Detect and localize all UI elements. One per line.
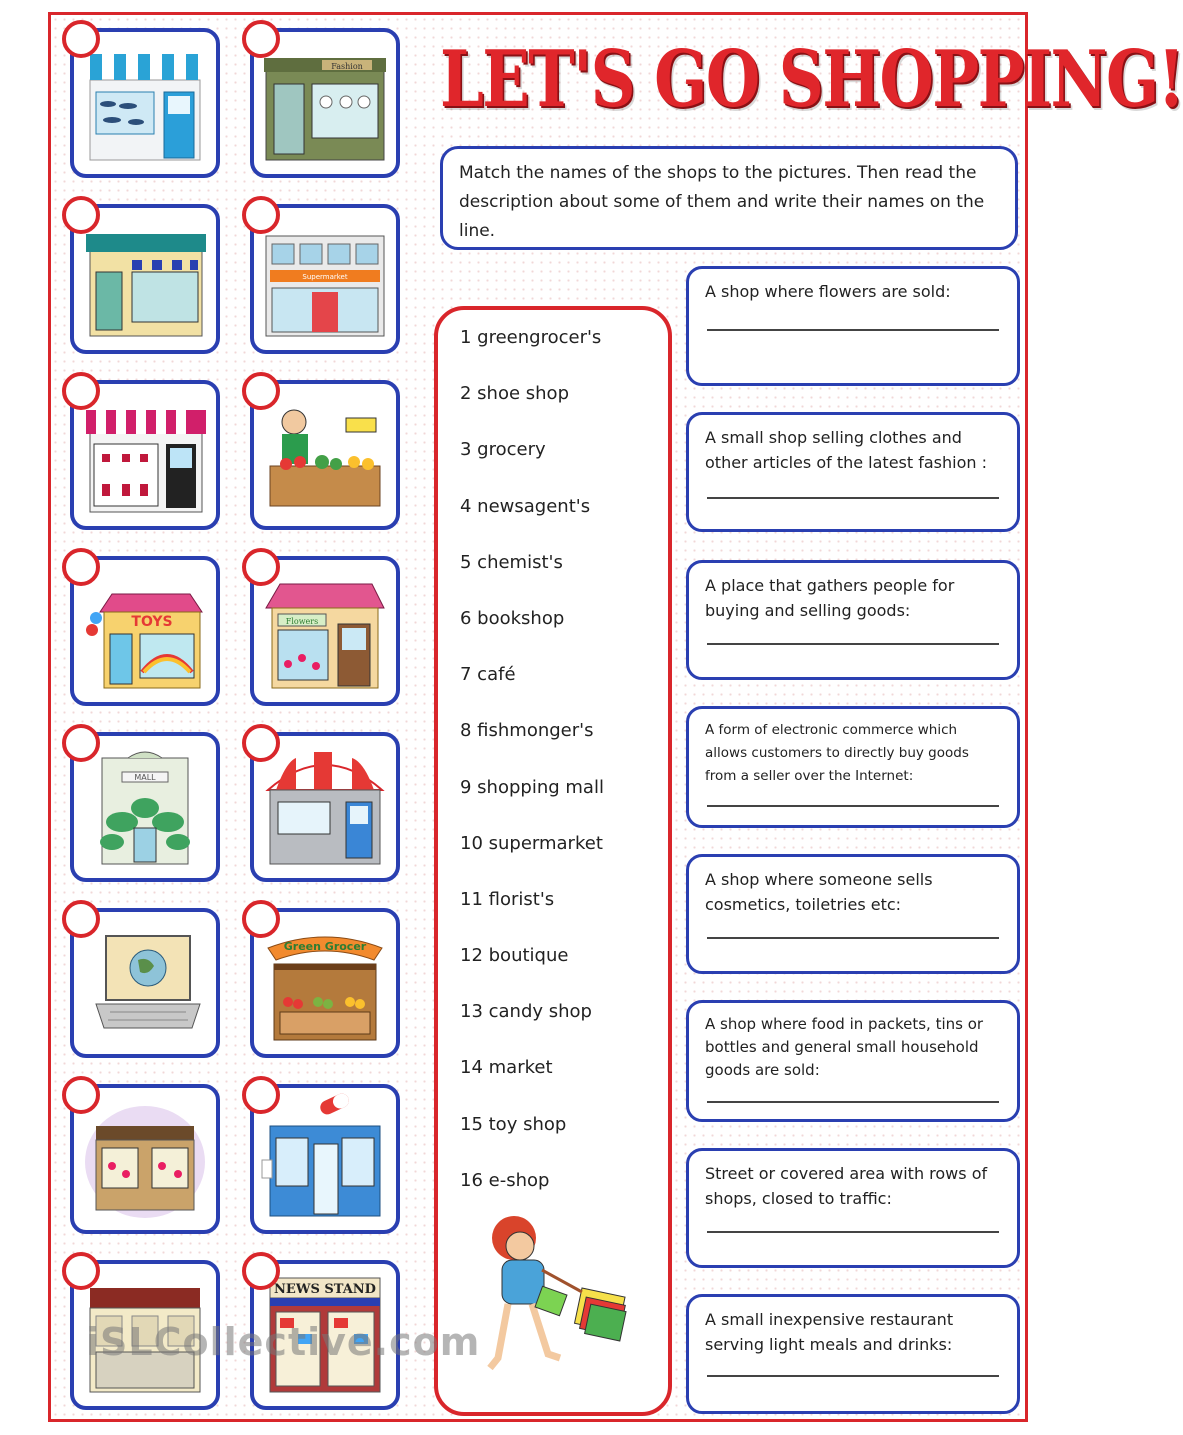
picture-tile-florist [250,556,400,706]
picture-tile-pharmacy [250,1084,400,1234]
shop-front-picture [82,216,208,342]
list-item: 4 newsagent's [460,495,591,517]
answer-line[interactable] [707,1101,999,1103]
answer-circle[interactable] [62,1252,100,1290]
description-box-6 [686,1000,1020,1122]
florist-picture [262,568,388,694]
description-box-4 [686,706,1020,828]
picture-tile-supermarket [250,204,400,354]
shop-sign: Flowers [285,617,319,626]
list-item: 16 e-shop [460,1169,550,1191]
description-box-2 [686,412,1020,532]
picture-tile-greengrocer [250,380,400,530]
answer-circle[interactable] [242,724,280,762]
description-text: A place that gathers people for buying and selling goods: [705,576,955,620]
page-title: LET'S GO SHOPPING! [440,34,1183,125]
laptop-picture [82,920,208,1046]
list-item: 2 shoe shop [460,383,569,405]
market-stall-picture [262,392,388,518]
picture-tile-mall [70,732,220,882]
picture-tile-shop [70,204,220,354]
picture-tile-toy-shop [70,556,220,706]
list-item: 1 greengrocer's [460,327,602,348]
pharmacy-picture [262,1096,388,1222]
answer-circle[interactable] [62,196,100,234]
answer-circle[interactable] [62,900,100,938]
list-item: 13 candy shop [460,1001,592,1023]
description-text: A shop where flowers are sold: [705,282,951,301]
picture-tile-green-grocer [250,908,400,1058]
answer-line[interactable] [707,1231,999,1233]
list-item: 8 fishmonger's [460,720,594,742]
picture-tile-candy-shop [70,1084,220,1234]
description-box-8 [686,1294,1020,1414]
list-item: 12 boutique [460,945,569,967]
description-text: A shop where someone sells cosmetics, toiletries etc: [705,870,933,914]
answer-line[interactable] [707,805,999,807]
list-item: 6 bookshop [460,607,565,629]
list-item: 5 chemist's [460,551,563,573]
shop-sign: Fashion [331,62,363,71]
answer-line[interactable] [707,329,999,331]
answer-circle[interactable] [242,900,280,938]
answer-line[interactable] [707,1375,999,1377]
picture-tile-shoe-shop [70,380,220,530]
description-text: Street or covered area with rows of shops, closed to traffic: [705,1164,988,1208]
green-grocer-picture [262,920,388,1046]
answer-circle[interactable] [62,372,100,410]
description-text: A form of electronic commerce which allows customers to directly buy goods from a seller over the Internet: [705,722,969,784]
answer-circle[interactable] [242,1252,280,1290]
shop-sign: Supermarket [302,273,348,281]
answer-circle[interactable] [62,20,100,58]
description-box-3 [686,560,1020,680]
answer-circle[interactable] [242,1076,280,1114]
list-item: 7 café [460,664,516,686]
picture-tile-chemist [250,732,400,882]
description-box-5 [686,854,1020,974]
picture-tile-fishmonger [70,28,220,178]
picture-tile-boutique [250,28,400,178]
answer-circle[interactable] [242,20,280,58]
list-item: 3 grocery [460,439,546,461]
answer-circle[interactable] [242,548,280,586]
supermarket-picture [262,216,388,342]
answer-circle[interactable] [242,196,280,234]
toy-shop-picture [82,568,208,694]
watermark: iSLCollective.com [86,1320,481,1364]
answer-line[interactable] [707,643,999,645]
shop-sign: NEWS STAND [274,1282,376,1297]
description-text: A small shop selling clothes and other articles of the latest fashion : [705,428,987,472]
shoe-shop-picture [82,392,208,518]
shopping-mall-picture [82,744,208,870]
list-item: 10 supermarket [460,832,603,854]
description-text: A shop where food in packets, tins or bottles and general small household goods are sold: [705,1015,984,1079]
answer-line[interactable] [707,497,999,499]
description-text: A small inexpensive restaurant serving light meals and drinks: [705,1310,954,1354]
answer-circle[interactable] [62,548,100,586]
shop-sign: Green Grocer [283,940,367,953]
answer-line[interactable] [707,937,999,939]
shopper-illustration [462,1208,642,1388]
answer-circle[interactable] [62,724,100,762]
candy-shop-picture [82,1096,208,1222]
list-item: 14 market [460,1057,553,1079]
boutique-picture [262,40,388,166]
instructions-box: Match the names of the shops to the pictures. Then read the description about some of them and write their names on the line. [440,146,1018,250]
chemist-picture [262,744,388,870]
description-box-1 [686,266,1020,386]
picture-tile-e-shop [70,908,220,1058]
list-item: 15 toy shop [460,1113,567,1135]
shop-sign: TOYS [131,614,173,630]
fish-shop-picture [82,40,208,166]
list-item: 9 shopping mall [460,776,604,798]
shop-sign: MALL [134,773,156,782]
answer-circle[interactable] [62,1076,100,1114]
list-item: 11 florist's [460,888,555,910]
description-box-7 [686,1148,1020,1268]
answer-circle[interactable] [242,372,280,410]
